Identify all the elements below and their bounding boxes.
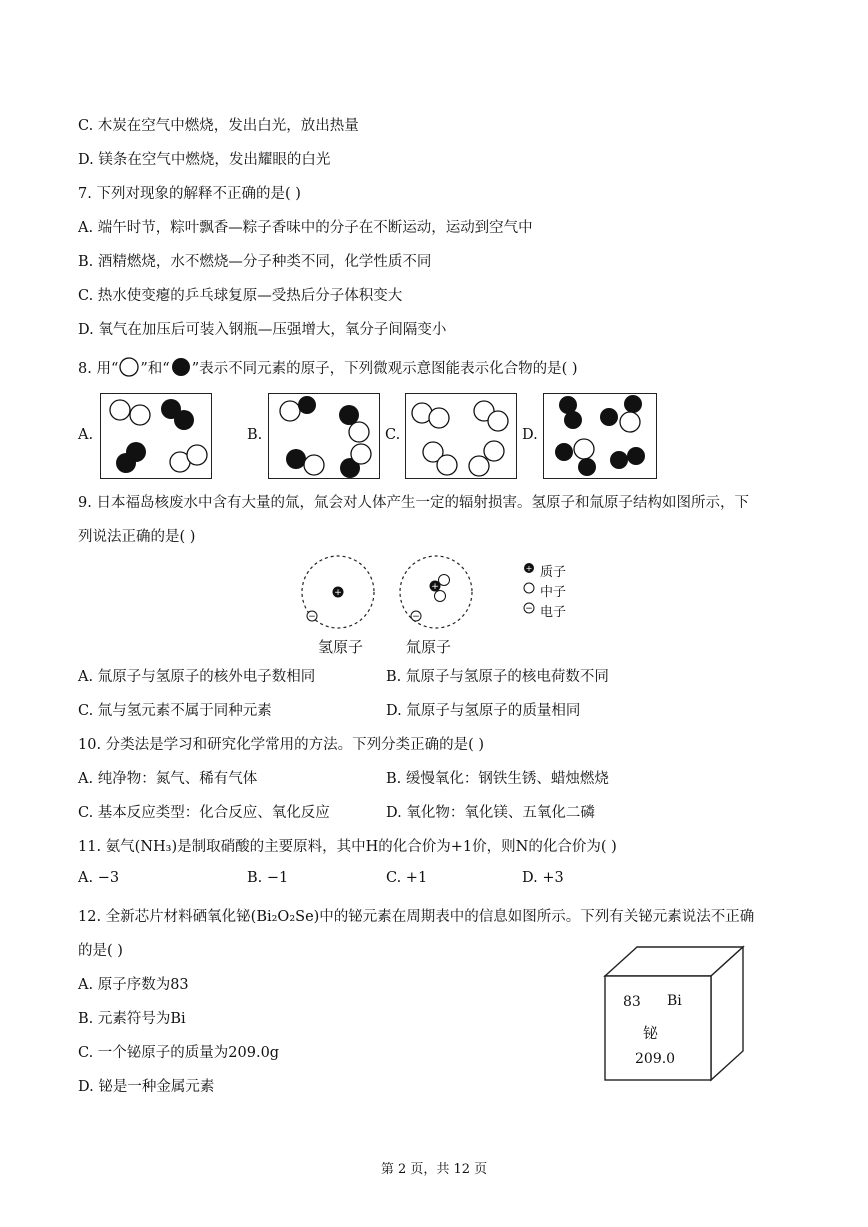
q11-option-b: B. −1 — [247, 870, 289, 886]
q8-stem-pre: 8. 用“ — [78, 361, 119, 377]
q12-option-a: A. 原子序数为83 — [78, 977, 189, 993]
q9-option-a: A. 氚原子与氢原子的核外电子数相同 — [78, 669, 316, 685]
q12-option-d: D. 铋是一种金属元素 — [78, 1079, 215, 1095]
svg-text:−: − — [525, 604, 533, 614]
legend-electron-label: 电子 — [540, 605, 567, 620]
q9-option-b: B. 氚原子与氢原子的核电荷数不同 — [386, 669, 609, 685]
q7-option-a: A. 端午时节，粽叶飘香—粽子香味中的分子在不断运动，运动到空气中 — [78, 220, 533, 236]
q11-option-d: D. +3 — [522, 870, 564, 886]
q8-stem — [78, 357, 578, 378]
element-name: 铋 — [643, 1024, 659, 1042]
q6-option-c: C. 木炭在空气中燃烧，发出白光，放出热量 — [78, 118, 359, 134]
q8-option-a-label: A. — [78, 427, 94, 443]
q10-option-b: B. 缓慢氧化：钢铁生锈、蜡烛燃烧 — [386, 771, 609, 787]
q7-option-c: C. 热水使变瘪的乒乓球复原—受热后分子体积变大 — [78, 288, 403, 304]
q9-option-d: D. 氚原子与氢原子的质量相同 — [386, 703, 581, 719]
q8-option-b-label: B. — [247, 427, 263, 443]
q12-stem-line1: 12. 全新芯片材料硒氧化铋(Bi₂O₂Se)中的铋元素在周期表中的信息如图所示。下列有关铋元素说法不正确 — [78, 909, 755, 925]
element-atomic-number: 83 — [623, 994, 641, 1010]
legend-neutron-label: 中子 — [540, 585, 567, 600]
q7-option-d: D. 氧气在加压后可装入钢瓶—压强增大，氧分子间隔变小 — [78, 322, 447, 338]
q8-option-c-label: C. — [385, 427, 401, 443]
q12-stem-line2: 的是( ) — [78, 943, 123, 959]
element-atomic-mass: 209.0 — [635, 1051, 676, 1067]
legend-proton-label: 质子 — [540, 565, 567, 580]
neutron-legend-icon — [524, 583, 534, 593]
q8-option-d-diagram — [543, 393, 657, 479]
q10-option-c: C. 基本反应类型：化合反应、氧化反应 — [78, 805, 330, 821]
white-atom-icon — [118, 357, 140, 377]
q11-option-c: C. +1 — [386, 870, 428, 886]
q8-option-a-diagram — [100, 393, 212, 479]
q8-option-d-label: D. — [522, 427, 538, 443]
q9-stem-line2: 列说法正确的是( ) — [78, 529, 196, 545]
q11-stem: 11. 氨气(NH₃)是制取硝酸的主要原料，其中H的化合价为+1价，则N的化合价为( ) — [78, 839, 617, 855]
q9-stem-line1: 9. 日本福岛核废水中含有大量的氚，氚会对人体产生一定的辐射损害。氢原子和氚原子结构如图所示，下 — [78, 495, 749, 511]
q7-option-b: B. 酒精燃烧，水不燃烧—分子种类不同，化学性质不同 — [78, 254, 432, 270]
black-atom-icon — [170, 357, 192, 377]
svg-text:+: + — [334, 588, 342, 598]
q6-option-d: D. 镁条在空气中燃烧，发出耀眼的白光 — [78, 152, 331, 168]
q10-stem: 10. 分类法是学习和研究化学常用的方法。下列分类正确的是( ) — [78, 737, 485, 753]
q7-stem: 7. 下列对现象的解释不正确的是( ) — [78, 186, 301, 202]
q10-option-a: A. 纯净物：氮气、稀有气体 — [78, 771, 258, 787]
q12-option-c: C. 一个铋原子的质量为209.0g — [78, 1045, 280, 1061]
tritium-neutron-2 — [435, 591, 446, 602]
page-footer: 第 2 页，共 12 页 — [380, 1162, 488, 1177]
tritium-neutron-1 — [439, 575, 450, 586]
element-symbol: Bi — [667, 993, 682, 1009]
svg-text:−: − — [412, 612, 420, 622]
hydrogen-atom-label: 氢原子 — [318, 638, 364, 656]
svg-text:+: + — [525, 564, 533, 573]
q8-option-c-diagram — [405, 393, 517, 479]
q10-option-d: D. 氧化物：氧化镁、五氧化二磷 — [386, 805, 595, 821]
q12-option-b: B. 元素符号为Bi — [78, 1011, 186, 1027]
svg-text:+: + — [431, 582, 439, 592]
tritium-atom-label: 氚原子 — [406, 638, 452, 656]
q8-stem-post: ”表示不同元素的原子，下列微观示意图能表示化合物的是( ) — [191, 361, 578, 377]
svg-text:−: − — [308, 612, 316, 622]
q8-stem-mid: ”和“ — [140, 361, 170, 377]
q11-option-a: A. −3 — [78, 870, 120, 886]
q9-option-c: C. 氚与氢元素不属于同种元素 — [78, 703, 272, 719]
q8-option-b-diagram — [268, 393, 380, 479]
